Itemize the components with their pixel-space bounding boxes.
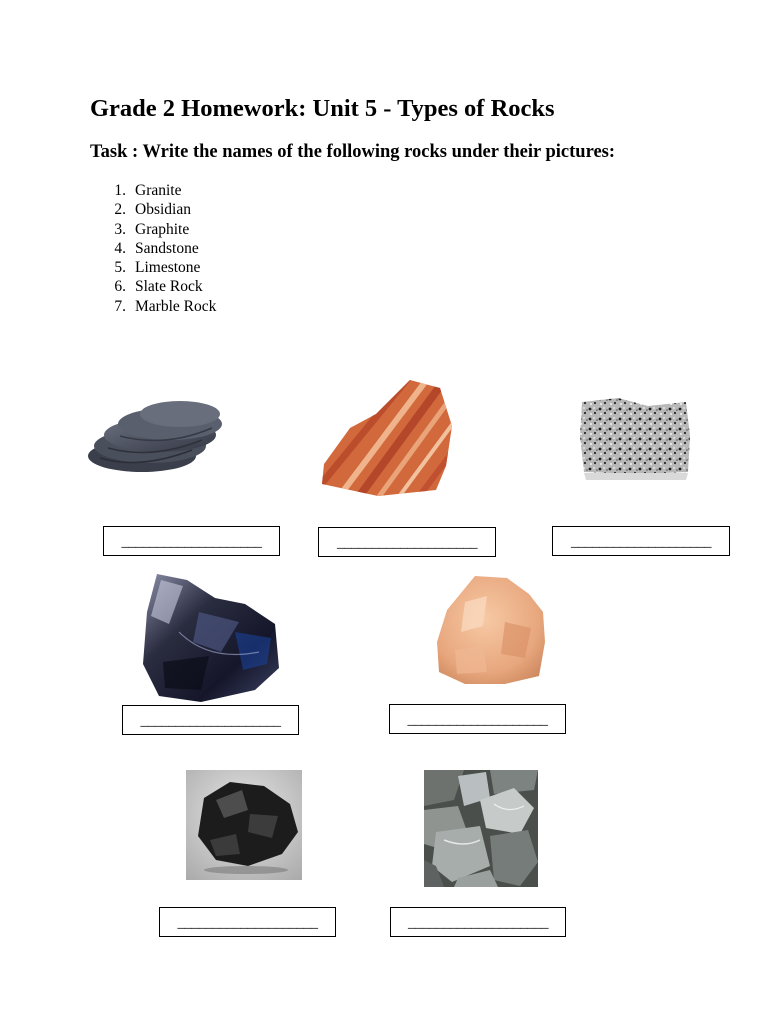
marble-rock-picture xyxy=(424,770,538,887)
glassy-obsidian-icon xyxy=(139,572,281,704)
answer-box-marble[interactable]: ____________________ xyxy=(390,907,566,937)
speckled-granite-icon xyxy=(578,396,693,490)
slate-stack-icon xyxy=(80,378,225,488)
list-number: 3. xyxy=(114,220,126,238)
rock-name: Marble Rock xyxy=(135,297,217,315)
list-item xyxy=(100,277,216,296)
answer-box-granite[interactable]: ____________________ xyxy=(552,526,730,556)
answer-box-obsidian[interactable]: ____________________ xyxy=(122,705,299,735)
limestone-picture xyxy=(435,572,547,688)
list-item xyxy=(100,200,216,219)
banded-sandstone-icon xyxy=(318,378,456,498)
rock-name: Sandstone xyxy=(135,239,199,257)
list-number: 7. xyxy=(114,297,126,315)
obsidian-picture xyxy=(139,572,281,704)
rock-name: Obsidian xyxy=(135,201,191,219)
rock-name: Slate Rock xyxy=(135,278,203,296)
rock-name: Graphite xyxy=(135,220,190,238)
pink-limestone-icon xyxy=(435,572,547,688)
page-title: Grade 2 Homework: Unit 5 - Types of Rocks xyxy=(90,95,555,122)
list-number: 4. xyxy=(114,239,126,257)
black-graphite-icon xyxy=(186,770,302,880)
task-instruction: Task : Write the names of the following rocks under their pictures: xyxy=(90,142,616,162)
slate-rock-picture xyxy=(80,378,225,488)
list-item xyxy=(100,181,216,200)
list-item xyxy=(100,220,216,239)
rock-name: Limestone xyxy=(135,259,201,277)
answer-box-sandstone[interactable]: ____________________ xyxy=(318,527,496,557)
rock-name: Granite xyxy=(135,182,182,199)
sandstone-picture xyxy=(318,378,456,498)
granite-picture xyxy=(578,396,693,490)
rock-name-list xyxy=(100,181,216,316)
graphite-picture xyxy=(186,770,302,880)
list-item xyxy=(100,258,216,277)
list-number: 5. xyxy=(114,259,126,277)
list-number: 1. xyxy=(114,182,126,199)
list-item xyxy=(100,297,216,316)
list-number: 6. xyxy=(114,278,126,296)
list-item xyxy=(100,239,216,258)
answer-box-graphite[interactable]: ____________________ xyxy=(159,907,336,937)
answer-box-limestone[interactable]: ____________________ xyxy=(389,704,566,734)
list-number: 2. xyxy=(114,201,126,219)
grey-marble-rocks-icon xyxy=(424,770,538,887)
answer-box-slate[interactable]: ____________________ xyxy=(103,526,280,556)
